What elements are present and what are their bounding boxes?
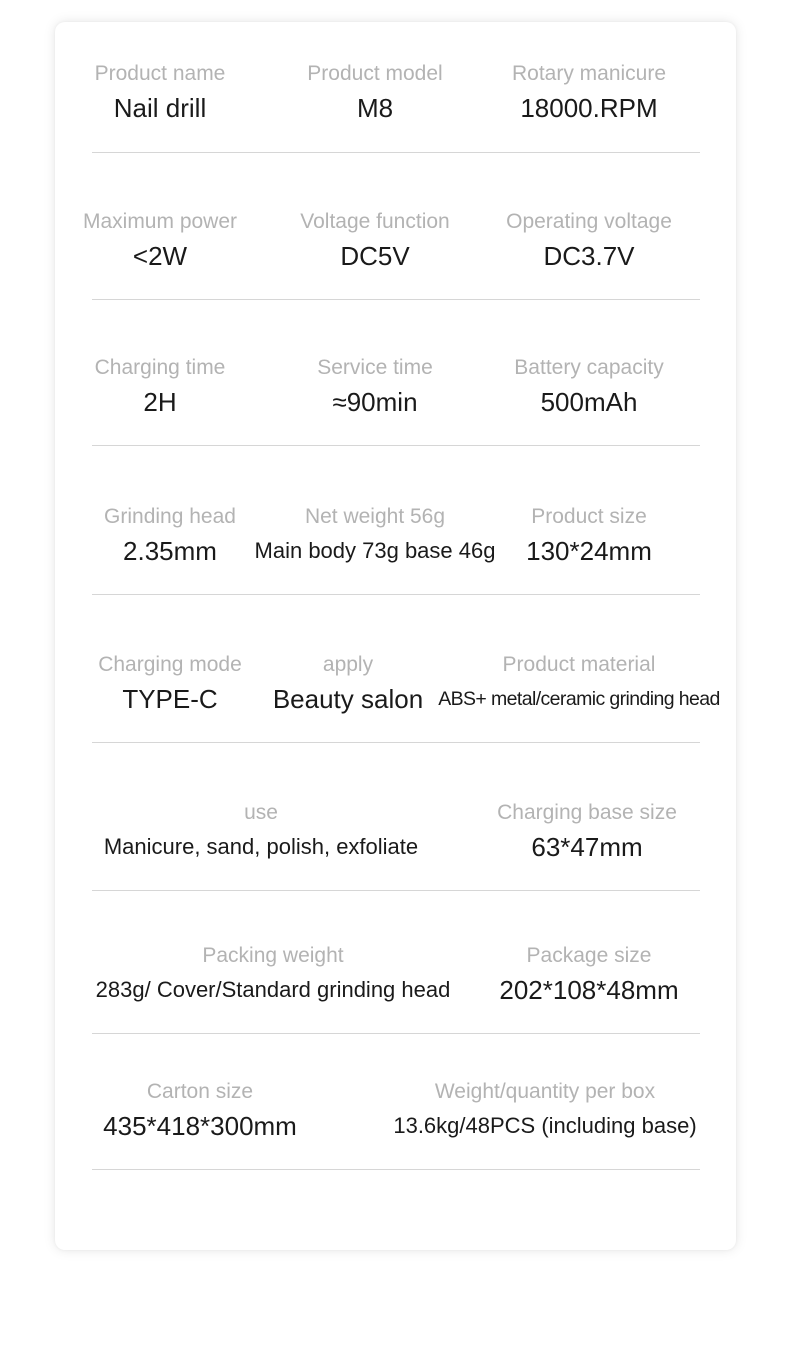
spec-value: 2H [143, 387, 177, 417]
spec-item [83, 208, 237, 273]
row-divider [92, 890, 700, 891]
spec-value: 18000.RPM [520, 93, 658, 123]
row-divider [92, 152, 700, 153]
spec-value: 130*24mm [526, 536, 652, 566]
spec-card [55, 22, 736, 1250]
spec-item [499, 942, 678, 1007]
spec-label: Product material [502, 653, 656, 676]
spec-item [438, 651, 720, 716]
spec-value: Beauty salon [272, 684, 424, 714]
spec-label: Maximum power [82, 210, 238, 233]
spec-item [497, 799, 677, 864]
spec-item [103, 1078, 297, 1143]
spec-item [273, 651, 423, 716]
spec-item [98, 651, 242, 716]
spec-value: TYPE-C [122, 684, 218, 714]
spec-item [512, 60, 666, 125]
spec-item [393, 1078, 696, 1143]
spec-label: Rotary manicure [511, 62, 667, 85]
spec-label: Battery capacity [514, 356, 664, 379]
spec-label: Service time [317, 356, 433, 379]
spec-label: use [244, 801, 278, 824]
spec-label: Voltage function [300, 210, 450, 233]
row-divider [92, 445, 700, 446]
spec-label: Product name [94, 62, 226, 85]
spec-label: Weight/quantity per box [434, 1080, 656, 1103]
row-divider [92, 594, 700, 595]
spec-item [514, 354, 663, 419]
spec-label: Net weight 56g [304, 505, 446, 528]
spec-value: 500mAh [540, 387, 638, 417]
spec-label: Charging base size [497, 801, 677, 824]
spec-value: Main body 73g base 46g [254, 538, 496, 563]
spec-value: Manicure, sand, polish, exfoliate [103, 834, 419, 859]
row-divider [92, 1169, 700, 1170]
row-divider [92, 1033, 700, 1034]
spec-value: 202*108*48mm [499, 975, 679, 1005]
spec-value: ≈90min [332, 387, 418, 417]
spec-item [300, 208, 449, 273]
spec-label: Charging time [94, 356, 226, 379]
spec-value: DC5V [340, 241, 410, 271]
spec-label: apply [322, 653, 374, 676]
spec-label: Operating voltage [506, 210, 672, 233]
spec-value: 283g/ Cover/Standard grinding head [95, 977, 451, 1002]
spec-item [255, 503, 496, 568]
spec-item [96, 942, 451, 1007]
spec-item [95, 60, 226, 125]
spec-label: Packing weight [202, 944, 344, 967]
spec-item [104, 503, 236, 568]
row-divider [92, 742, 700, 743]
spec-item [506, 208, 672, 273]
spec-label: Package size [526, 944, 652, 967]
spec-value: <2W [132, 241, 188, 271]
row-divider [92, 299, 700, 300]
spec-label: Product size [531, 505, 647, 528]
spec-item [307, 60, 442, 125]
spec-item [526, 503, 652, 568]
spec-value: M8 [356, 93, 394, 123]
spec-label: Grinding head [104, 505, 236, 528]
spec-label: Charging mode [98, 653, 242, 676]
spec-label: Carton size [146, 1080, 254, 1103]
spec-value: DC3.7V [543, 241, 635, 271]
spec-value: 435*418*300mm [103, 1111, 297, 1141]
spec-item [104, 799, 418, 864]
spec-value: Nail drill [113, 93, 207, 123]
spec-item [317, 354, 433, 419]
spec-item [95, 354, 226, 419]
spec-value: ABS+ metal/ceramic grinding head [438, 688, 720, 710]
spec-value: 63*47mm [531, 832, 643, 862]
spec-label: Product model [307, 62, 443, 85]
spec-value: 2.35mm [123, 536, 217, 566]
spec-value: 13.6kg/48PCS (including base) [393, 1113, 697, 1138]
